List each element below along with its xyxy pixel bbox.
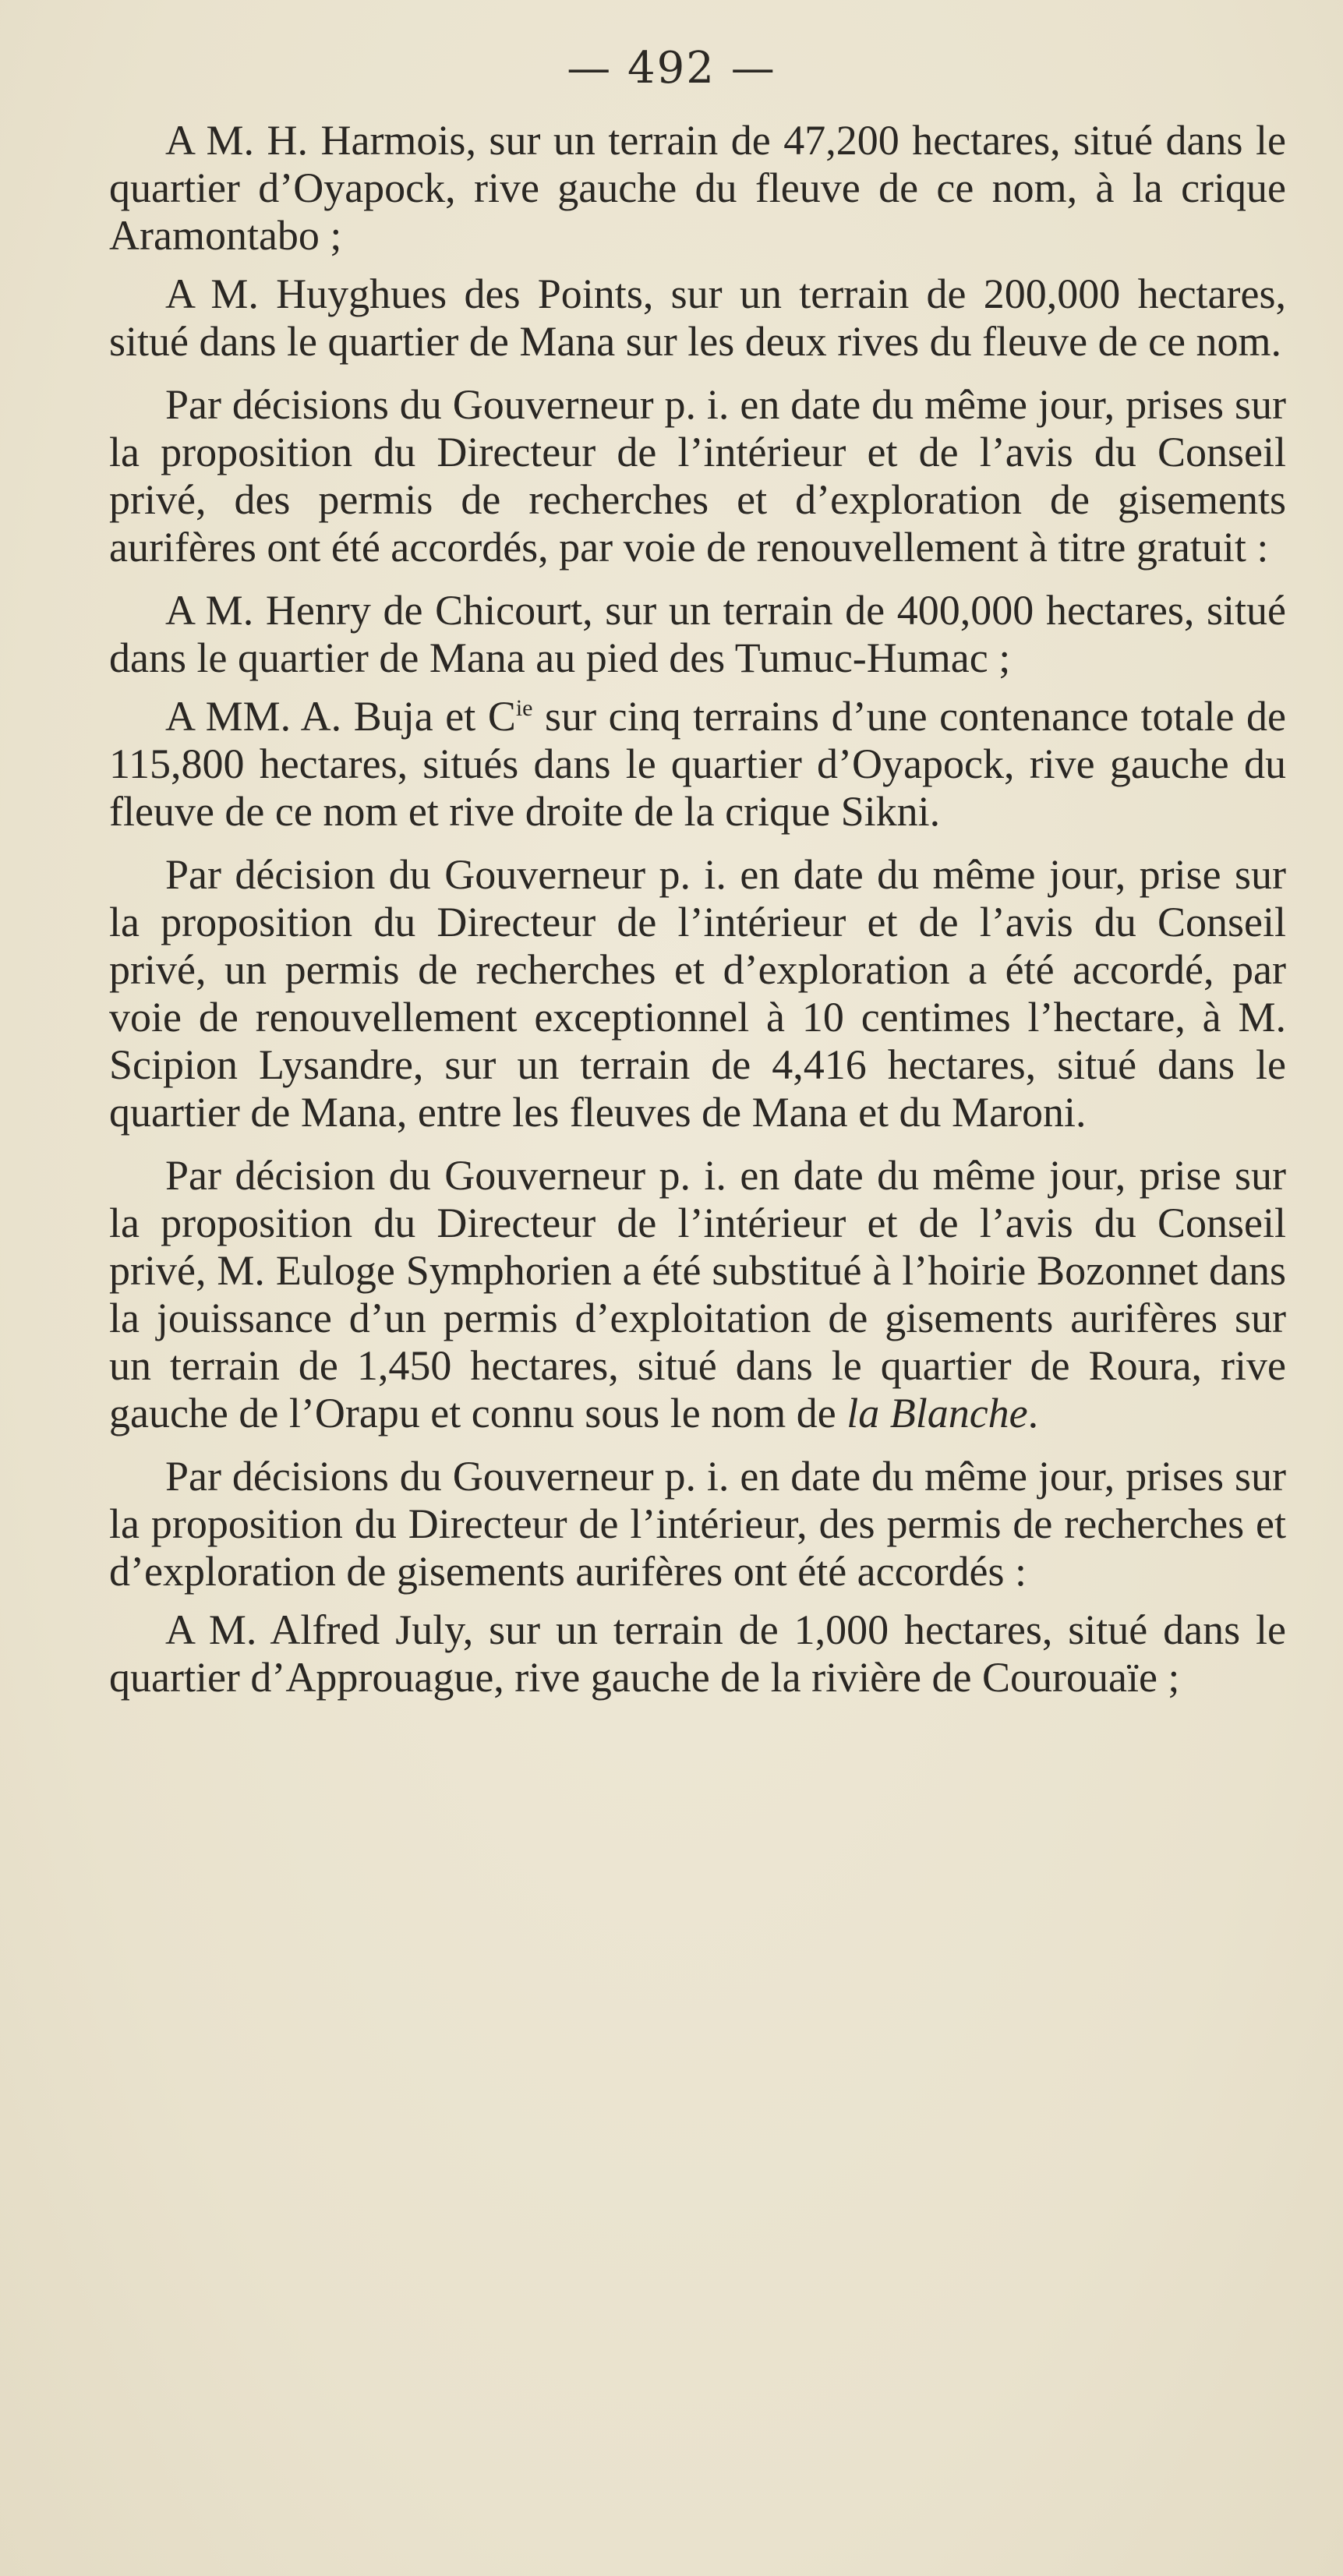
paragraph-symphorien bbox=[109, 1152, 1286, 1437]
buja-text-end: sur cinq terrains d’une contenance totale de 115,800 hectares, situés dans le quartier d’Oyapock, rive gauche du fleuve de ce nom et rive droite de la crique Sikni. bbox=[109, 693, 1287, 835]
paragraph-buja bbox=[109, 693, 1286, 836]
paragraph-decisions-accordes: Par décisions du Gouverneur p. i. en date du même jour, prises sur la proposition du Directeur de l’intérieur, des permis de recherches et d’exploration de gisements aurifères ont été accordés : bbox=[109, 1453, 1286, 1595]
paragraph-harmois: A M. H. Harmois, sur un terrain de 47,200 hectares, situé dans le quartier d’Oyapock, rive gauche du fleuve de ce nom, à la crique Aramontabo ; bbox=[109, 117, 1286, 259]
symphorien-text-end: . bbox=[1027, 1390, 1039, 1436]
symphorien-text: Par décision du Gouverneur p. i. en date du même jour, prise sur la proposition du Directeur de l’intérieur et de l’avis du Conseil privé, M. Euloge Symphorien a été substitué à l’hoirie Bozonnet dans la jouissance d’un permis d’exploitation de gisements aurifères sur un terrain de 1,450 hectares, situé dans le quartier de Roura, rive gauche de l’Orapu et connu sous le nom de bbox=[109, 1152, 1286, 1436]
paragraph-chicourt: A M. Henry de Chicourt, sur un terrain de 400,000 hectares, situé dans le quartier de Mana au pied des Tumuc-Humac ; bbox=[109, 587, 1286, 681]
buja-text-start: A MM. A. Buja et C bbox=[165, 693, 516, 740]
buja-superscript: ie bbox=[515, 695, 533, 721]
symphorien-italic-name: la Blanche bbox=[846, 1390, 1028, 1436]
paragraph-july: A M. Alfred July, sur un terrain de 1,000 hectares, situé dans le quartier d’Approuague, rive gauche de la rivière de Courouaïe ; bbox=[109, 1606, 1286, 1701]
body-text bbox=[109, 117, 1286, 1717]
paragraph-lysandre: Par décision du Gouverneur p. i. en date du même jour, prise sur la proposition du Directeur de l’intérieur et de l’avis du Conseil privé, un permis de recherches et d’exploration a été accordé, par voie de renouvellement exceptionnel à 10 centimes l’hectare, à M. Scipion Lysandre, sur un terrain de 4,416 hectares, situé dans le quartier de Mana, entre les fleuves de Mana et du Maroni. bbox=[109, 851, 1286, 1136]
paragraph-huyghues: A M. Huyghues des Points, sur un terrain de 200,000 hectares, situé dans le quartier de Mana sur les deux rives du fleuve de ce nom. bbox=[109, 270, 1286, 365]
page-number: — 492 — bbox=[567, 43, 776, 94]
paragraph-decisions-renouvellement: Par décisions du Gouverneur p. i. en date du même jour, prises sur la proposition du Directeur de l’intérieur et de l’avis du Conseil privé, des permis de recherches et d’exploration de gisements aurifères ont été accordés, par voie de renouvellement à titre gratuit : bbox=[109, 381, 1286, 571]
